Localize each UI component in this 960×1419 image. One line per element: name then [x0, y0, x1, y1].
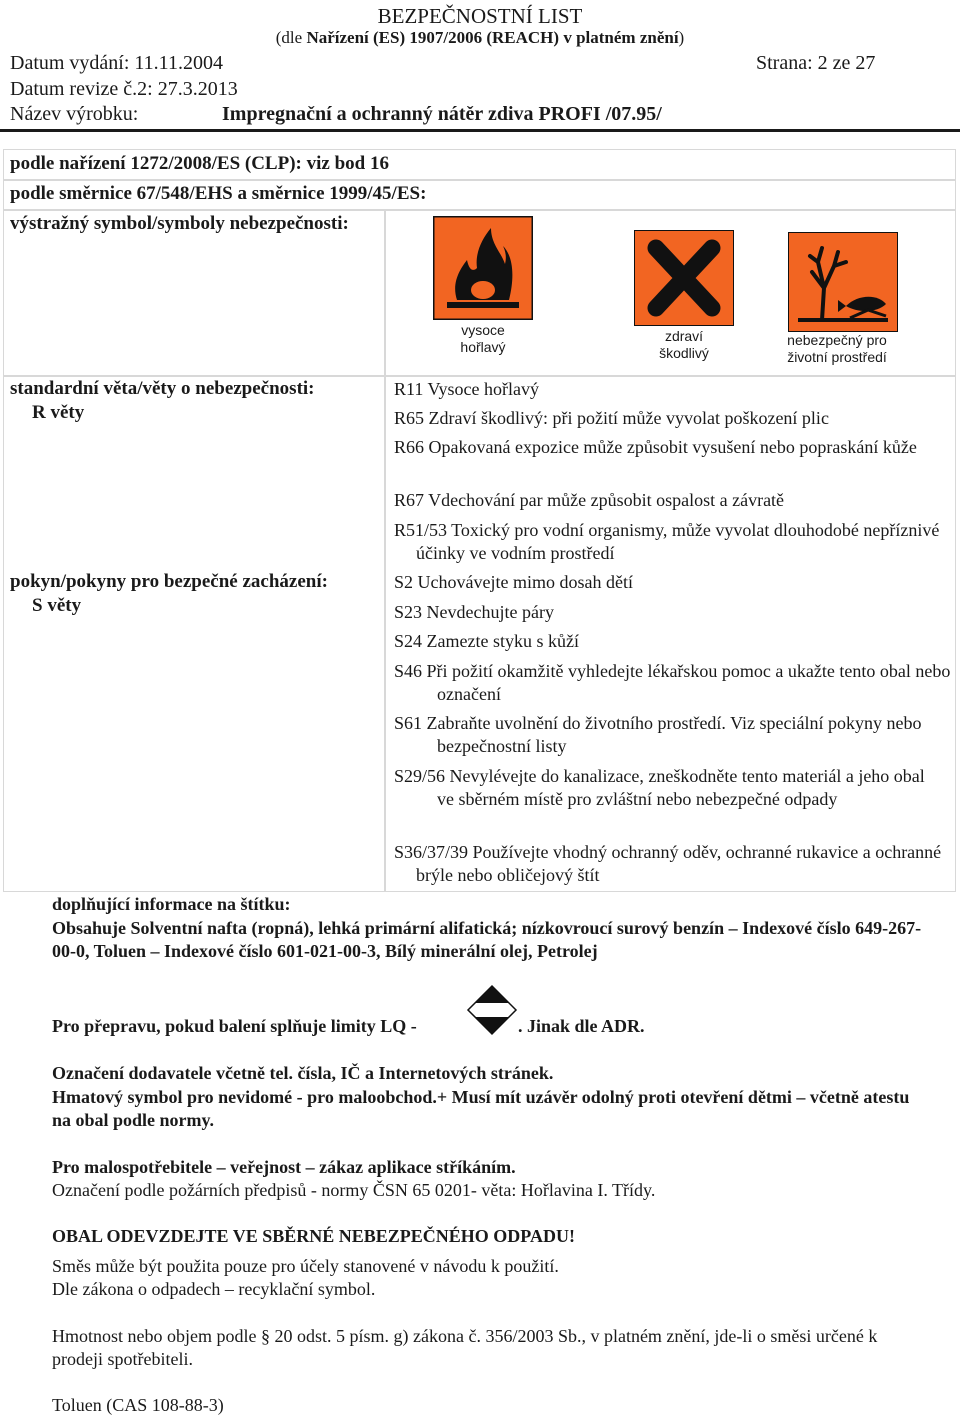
s-phrase-item: S46 Při požití okamžitě vyhledejte lékařskou pomoc a ukažte tento obal nebo označení: [394, 661, 951, 704]
s-phrases-sublabel: S věty: [32, 595, 82, 616]
environment-caption-line2: životní prostředí: [787, 349, 887, 365]
r-phrase-item: R11 Vysoce hořlavý: [394, 379, 539, 399]
cross-icon: [634, 230, 734, 326]
s-phrase-item: S23 Nevdechujte páry: [394, 602, 554, 622]
usage-text: Směs může být použita pouze pro účely stanovené v návodu k použití.: [52, 1256, 559, 1276]
subtitle-prefix: (dle: [275, 28, 307, 47]
s-phrases-label: pokyn/pokyny pro bezpečné zacházení:: [10, 571, 328, 592]
cross-pictogram: [634, 230, 734, 331]
fire-classification-text: Označení podle požárních předpisů - normy ČSN 65 0201- věta: Hořlavina I. Třídy.: [52, 1180, 656, 1200]
cross-caption: [640, 328, 728, 362]
toluene-text: Toluen (CAS 108-88-3): [52, 1395, 224, 1415]
r-phrases-sublabel: R věty: [32, 402, 85, 423]
r-phrase-item: R67 Vdechování par může způsobit ospalost a závratě: [394, 490, 785, 510]
r-phrase-item: R51/53 Toxický pro vodní organismy, může vyvolat dlouhodobé nepříznivé účinky ve vodním prostředí: [394, 520, 940, 563]
dead-tree-fish-icon: [788, 232, 898, 332]
s-phrase-item: S2 Uchovávejte mimo dosah dětí: [394, 572, 633, 592]
tactile-text: Hmatový symbol pro nevidomé - pro maloobchod.+ Musí mít uzávěr odolný proti otevření dětmi – včetně atestu na obal podle normy.: [52, 1087, 910, 1130]
header-divider: [0, 129, 960, 132]
cross-caption-line2: škodlivý: [659, 345, 709, 361]
page-number: Strana: 2 ze 27: [756, 52, 876, 74]
r-phrases-label: standardní věta/věty o nebezpečnosti:: [10, 378, 315, 399]
consumers-text: Pro malospotřebitele – veřejnost – zákaz aplikace stříkáním.: [52, 1157, 516, 1177]
flame-caption-line1: vysoce: [461, 322, 505, 338]
symbols-label: výstražný symbol/symboly nebezpečnosti:: [10, 213, 349, 234]
issue-date: Datum vydání: 11.11.2004: [10, 52, 223, 74]
weight-text: Hmotnost nebo objem podle § 20 odst. 5 písm. g) zákona č. 356/2003 Sb., v platném znění, jde-li o směsi určené k prodeji spotřebiteli.: [52, 1326, 878, 1369]
flame-caption: [440, 322, 526, 356]
document-title: BEZPEČNOSTNÍ LIST: [377, 4, 583, 28]
flame-icon: [433, 216, 533, 320]
product-name: Impregnační a ochranný nátěr zdiva PROFI /07.95/: [222, 103, 662, 125]
s-phrase-item: S36/37/39 Používejte vhodný ochranný oděv, ochranné rukavice a ochranné brýle nebo obličejový štít: [394, 842, 942, 885]
dsd-reference: podle směrnice 67/548/EHS a směrnice 1999/45/ES:: [10, 183, 427, 204]
supplementary-heading: doplňující informace na štítku:: [52, 894, 291, 914]
transport-text: Pro přepravu, pokud balení splňuje limity LQ -: [52, 1016, 417, 1036]
clp-reference: podle nařízení 1272/2008/ES (CLP): viz bod 16: [10, 153, 389, 174]
environment-caption-line1: nebezpečný pro: [787, 332, 887, 348]
subtitle-suffix: ): [678, 28, 685, 47]
limited-quantity-pictogram: [466, 984, 518, 1041]
flame-caption-line2: hořlavý: [460, 339, 506, 355]
r-phrase-item: R66 Opakovaná expozice může způsobit vysušení nebo popraskání kůže: [394, 437, 917, 457]
cross-caption-line1: zdraví: [664, 328, 704, 344]
revision-date: Datum revize č.2: 27.3.2013: [10, 78, 238, 100]
flame-pictogram: [433, 216, 533, 325]
r-phrase-item: R65 Zdraví škodlivý: při požití může vyvolat poškození plic: [394, 408, 829, 428]
product-label: Název výrobku:: [10, 103, 139, 125]
recycling-text: Dle zákona o odpadech – recyklační symbol.: [52, 1279, 376, 1299]
environment-caption: [776, 332, 898, 366]
subtitle-regulation: Nařízení (ES) 1907/2006 (REACH) v platném znění: [306, 28, 679, 47]
supplier-text: Označení dodavatele včetně tel. čísla, IČ a Internetových stránek.: [52, 1063, 554, 1083]
s-phrase-item: S24 Zamezte styku s kůží: [394, 631, 579, 651]
waste-heading: OBAL ODEVZDEJTE VE SBĚRNÉ NEBEZPEČNÉHO ODPADU!: [52, 1226, 575, 1246]
transport-suffix: . Jinak dle ADR.: [518, 1016, 645, 1036]
s-phrase-item: S29/56 Nevylévejte do kanalizace, zneškodněte tento materiál a jeho obal ve sběrném místě pro zvláštní nebo nebezpečné odpady: [394, 766, 925, 809]
phrases-label-cell: [3, 375, 386, 892]
lq-diamond-icon: [466, 984, 518, 1036]
contains-text: Obsahuje Solventní nafta (ropná), lehká primární alifatická; nízkovroucí surový benzín – Indexové číslo 649-267-00-0, Toluen – Indexové číslo 601-021-00-3, Bílý minerální olej, Petrolej: [52, 918, 922, 961]
document-subtitle: [0, 28, 960, 48]
s-phrase-item: S61 Zabraňte uvolnění do životního prostředí. Viz speciální pokyny nebo bezpečnostní listy: [394, 713, 922, 756]
environment-pictogram: [788, 232, 898, 337]
